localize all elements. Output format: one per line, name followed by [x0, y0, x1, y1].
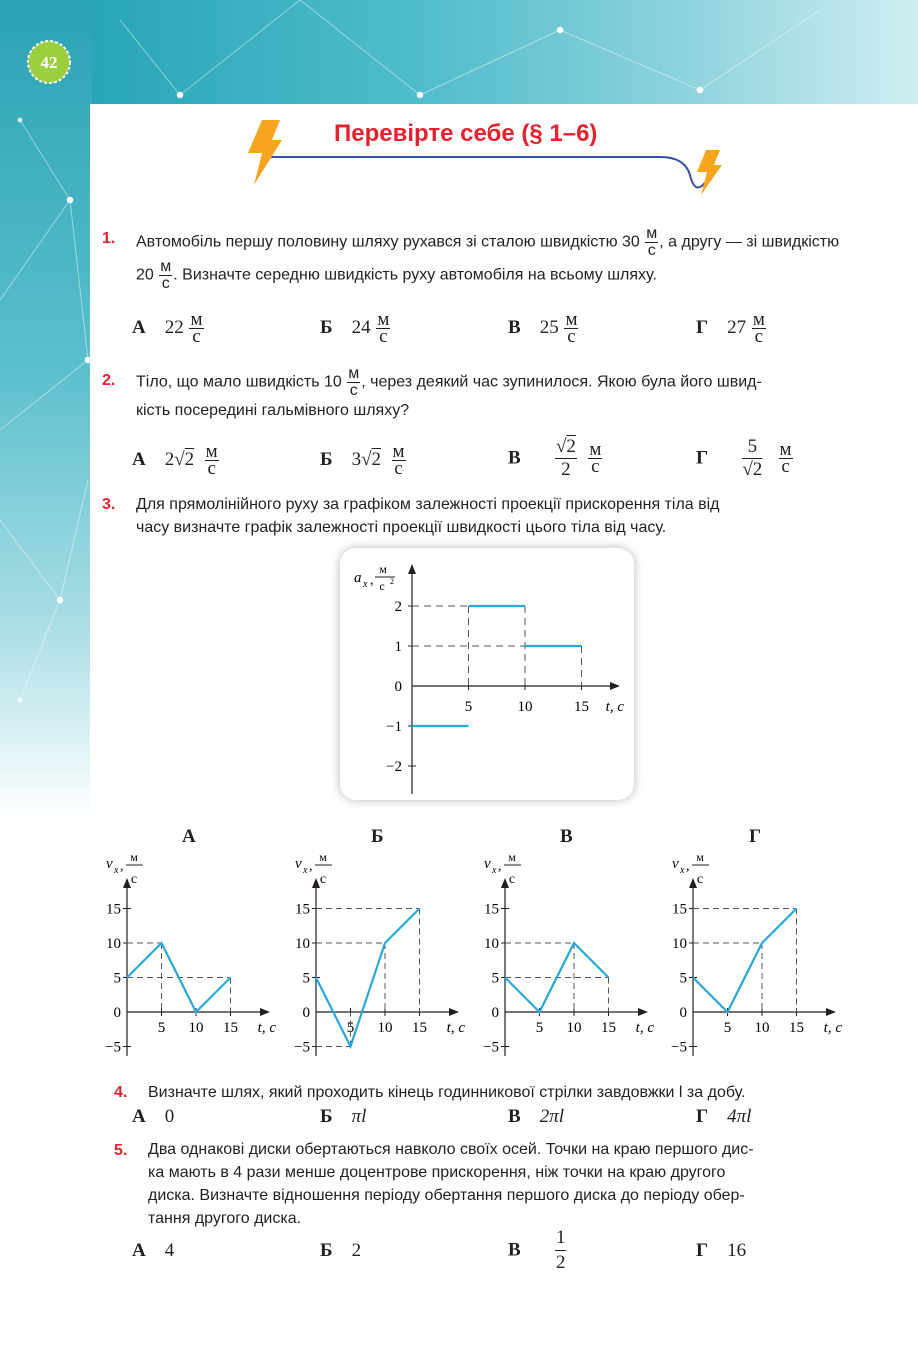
y-axis-label-comma: ,	[498, 859, 502, 874]
y-tick-label: 1	[394, 639, 402, 655]
graph-label-v: В	[560, 826, 573, 847]
x-axis-arrow	[260, 1008, 270, 1016]
y-tick-label: 5	[113, 970, 121, 987]
y-unit-den: с	[319, 872, 327, 887]
y-tick-label: 15	[106, 901, 121, 918]
y-tick-label: 10	[106, 936, 121, 952]
question-number: 4.	[114, 1084, 128, 1101]
y-tick-label: −5	[671, 1039, 687, 1056]
y-axis-label: v	[295, 856, 302, 872]
question-number: 3.	[102, 496, 116, 513]
x-tick-label: 15	[789, 1020, 804, 1036]
option-a[interactable]: А 4	[132, 1240, 175, 1261]
y-tick-label: 5	[491, 970, 499, 987]
y-axis-label-sub: x	[363, 579, 368, 590]
option-g[interactable]: Г 16	[696, 1240, 747, 1261]
graph-label-g: Г	[749, 826, 762, 847]
y-tick-label: −5	[483, 1039, 499, 1056]
y-axis-arrow	[408, 564, 416, 574]
y-axis-label: a	[354, 570, 362, 586]
y-unit-num: м	[379, 562, 387, 576]
y-axis-label-sub: x	[680, 865, 685, 876]
x-axis-arrow	[638, 1008, 648, 1016]
y-axis-label-comma: ,	[120, 859, 124, 874]
velocity-graph-b[interactable]	[285, 846, 475, 1060]
x-axis-label: t, с	[446, 1020, 465, 1036]
y-axis-arrow	[689, 878, 697, 888]
x-axis-label: t, с	[257, 1020, 276, 1036]
acceleration-graph	[340, 548, 634, 800]
y-tick-label: 15	[295, 901, 310, 918]
y-tick-label: 15	[484, 901, 499, 918]
question-4-text: Визначте шлях, який проходить кінець годинникової стрілки завдовжки l за добу.	[148, 1084, 746, 1101]
x-tick-label: 5	[535, 1020, 544, 1036]
velocity-graph-v[interactable]	[474, 846, 664, 1060]
y-axis-label-comma: ,	[370, 573, 374, 588]
lightning-icon	[248, 120, 282, 185]
page-number-badge	[20, 40, 78, 84]
x-tick-label: 5	[723, 1020, 732, 1036]
y-axis-label: v	[106, 856, 113, 872]
y-axis-label-comma: ,	[309, 859, 313, 874]
graph-label-b: Б	[371, 826, 384, 847]
velocity-graph-a[interactable]	[96, 846, 286, 1060]
x-tick-label: 10	[377, 1020, 393, 1036]
y-tick-label: 0	[679, 1005, 687, 1021]
y-tick-label: 0	[491, 1005, 499, 1021]
y-axis-label: v	[484, 856, 491, 872]
option-v[interactable]: В 25 м с	[508, 309, 578, 347]
y-tick-label: 10	[672, 936, 687, 952]
y-axis-label-sub: x	[114, 865, 119, 876]
y-tick-label: 10	[484, 936, 499, 952]
y-tick-label: 15	[672, 901, 687, 918]
x-axis-arrow	[826, 1008, 836, 1016]
y-unit-num: м	[696, 850, 704, 864]
x-tick-label: 15	[601, 1020, 616, 1036]
y-tick-label: 5	[679, 970, 687, 987]
y-unit-den-sup: 2	[390, 577, 394, 586]
option-a[interactable]: А 22 м с	[132, 309, 203, 347]
y-tick-label: −5	[105, 1039, 121, 1056]
y-axis-label: v	[672, 856, 679, 872]
option-a[interactable]: А 0	[132, 1106, 175, 1127]
y-tick-label: 0	[113, 1005, 121, 1021]
x-tick-label: 15	[223, 1020, 238, 1036]
option-g[interactable]: Г $\frac{5}{√2}$ м с	[696, 436, 792, 480]
x-axis-arrow	[610, 682, 620, 690]
y-unit-num: м	[508, 850, 516, 864]
x-tick-label: 5	[157, 1020, 166, 1036]
question-3-text: Для прямолінійного руху за графіком залежності проекції прискорення тіла від часу визначте графік залежності проекції швидкості цього тіла від часу.	[136, 496, 720, 536]
y-unit-num: м	[319, 850, 327, 864]
velocity-series	[316, 909, 420, 1047]
velocity-series	[693, 909, 797, 1013]
option-v[interactable]: В $\frac{1}{2}$	[508, 1227, 566, 1273]
x-axis-label: t, с	[823, 1020, 842, 1036]
x-tick-label: 10	[754, 1020, 770, 1036]
x-axis-label: t, с	[635, 1020, 654, 1036]
question-number: 5.	[114, 1142, 128, 1159]
question-1-text: Автомобіль першу половину шляху рухався зі сталою швидкістю 30 м с , а другу — зі швидкістю 20 м с . Визначте середню швидкість руху автомобіля на всьому шляху.	[136, 225, 840, 292]
y-unit-num: м	[130, 850, 138, 864]
y-tick-label: 2	[394, 599, 402, 615]
y-unit-den: с	[696, 872, 704, 887]
x-axis-label: t, с	[605, 699, 624, 715]
y-tick-label: −5	[294, 1039, 310, 1056]
y-unit-den: с	[508, 872, 516, 887]
y-tick-label: −1	[386, 719, 402, 735]
page-number: 42	[40, 53, 58, 72]
y-axis-label-sub: x	[492, 865, 497, 876]
x-tick-label: 10	[517, 699, 533, 715]
graph-label-a: А	[182, 826, 196, 847]
option-b[interactable]: Б 2	[320, 1240, 362, 1261]
y-tick-label: 0	[394, 679, 402, 695]
lightning-icon-small	[697, 150, 722, 195]
question-number: 2.	[102, 372, 116, 389]
question-number: 1.	[102, 230, 116, 247]
option-g[interactable]: Г 27 м с	[696, 309, 765, 347]
x-tick-label: 10	[566, 1020, 582, 1036]
option-g[interactable]: Г 4πl	[696, 1106, 752, 1127]
option-a[interactable]: А 2√2 м с	[132, 441, 218, 479]
question-2-text: Тіло, що мало швидкість 10 м с , через деякий час зупинилося. Якою була його швид- кість посередині гальмівного шляху?	[136, 365, 762, 419]
y-tick-label: 10	[295, 936, 310, 952]
y-tick-label: 0	[302, 1005, 310, 1021]
y-tick-label: 5	[302, 970, 310, 987]
y-axis-arrow	[501, 878, 509, 888]
velocity-graph-g[interactable]	[662, 846, 852, 1060]
x-tick-label: 10	[188, 1020, 204, 1036]
option-b[interactable]: Б 3√2 м с	[320, 441, 405, 479]
option-b[interactable]: Б 24 м с	[320, 309, 390, 347]
y-axis-label-sub: x	[303, 865, 308, 876]
x-tick-label: 15	[574, 699, 589, 715]
page-title: Перевірте себе (§ 1–6)	[334, 120, 598, 147]
option-v[interactable]: В 2πl	[508, 1106, 564, 1127]
y-unit-den: с	[379, 579, 385, 593]
option-b[interactable]: Б πl	[320, 1106, 367, 1127]
x-axis-arrow	[449, 1008, 459, 1016]
question-5-text: Два однакові диски обертаються навколо своїх осей. Точки на краю першого дис- ка мають в 4 рази менше доцентрове прискорення, ніж точки на краю другого диска. Визначте відношення періоду обертання першого диска до періоду обер- тання другого диска.	[148, 1141, 754, 1227]
y-tick-label: −2	[386, 759, 402, 775]
y-axis-label-comma: ,	[686, 859, 690, 874]
x-tick-label: 5	[464, 699, 473, 715]
option-v[interactable]: В $\frac{√2}{2}$ м с	[508, 436, 602, 480]
y-axis-arrow	[123, 878, 131, 888]
x-tick-label: 15	[412, 1020, 427, 1036]
y-axis-arrow	[312, 878, 320, 888]
x-tick-label: 5	[346, 1020, 355, 1036]
y-unit-den: с	[130, 872, 138, 887]
